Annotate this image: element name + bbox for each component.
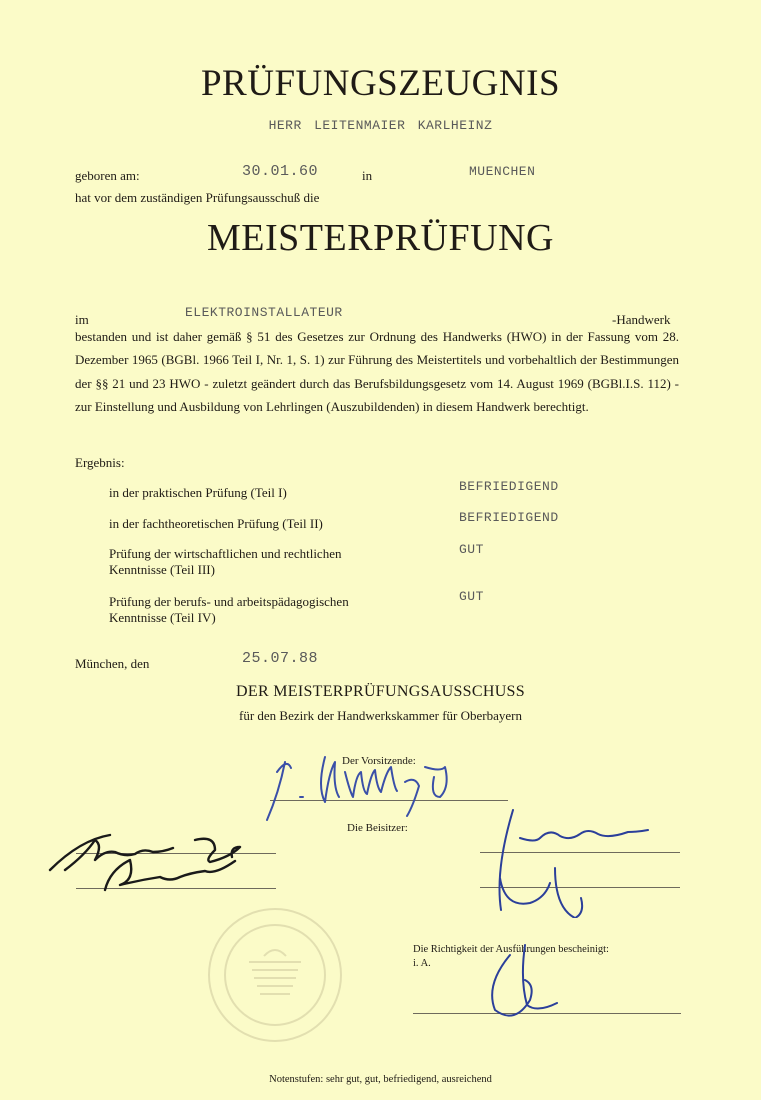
result-3-grade: GUT <box>459 542 484 557</box>
document-title: PRÜFUNGSZEUGNIS <box>200 63 561 104</box>
committee-title: DER MEISTERPRÜFUNGSAUSSCHUSS <box>236 683 525 700</box>
birth-date: 30.01.60 <box>242 163 319 180</box>
grade-scale-footer: Notenstufen: sehr gut, gut, befriedigend, ausreichend <box>269 1074 492 1085</box>
place-date-label: München, den <box>75 656 150 671</box>
result-3-label: Prüfung der wirtschaftlichen und rechtlichen <box>109 546 342 561</box>
birth-place: MUENCHEN <box>469 164 536 179</box>
intro-line: hat vor dem zuständigen Prüfungsausschuß die <box>75 190 320 205</box>
chair-signature <box>255 742 495 822</box>
candidate-name: HERR LEITENMAIER KARLHEINZ <box>268 118 493 133</box>
result-4-grade: GUT <box>459 589 484 604</box>
in-label: in <box>362 168 373 183</box>
result-2-grade: BEFRIEDIGEND <box>459 510 559 525</box>
assessor-signature-right <box>485 808 655 918</box>
born-label: geboren am: <box>75 168 140 183</box>
assessors-label: Die Beisitzer: <box>347 822 408 834</box>
issue-date: 25.07.88 <box>242 650 319 667</box>
chair-label: Der Vorsitzende: <box>342 755 416 767</box>
result-4-label: Prüfung der berufs- und arbeitspädagogischen <box>109 594 349 609</box>
result-4-label-2: Kenntnisse (Teil IV) <box>109 610 216 625</box>
im-label: im <box>75 312 89 327</box>
embossed-seal <box>204 904 346 1046</box>
assessor-signature-left <box>45 820 285 900</box>
exam-title: MEISTERPRÜFUNG <box>207 217 554 259</box>
result-2-label: in der fachtheoretischen Prüfung (Teil II) <box>109 516 323 531</box>
result-1-label: in der praktischen Prüfung (Teil I) <box>109 485 287 500</box>
result-label: Ergebnis: <box>75 455 125 470</box>
certify-signature <box>480 935 580 1025</box>
result-1-grade: BEFRIEDIGEND <box>459 479 559 494</box>
committee-subtitle: für den Bezirk der Handwerkskammer für Oberbayern <box>239 708 522 723</box>
trade-name: ELEKTROINSTALLATEUR <box>185 305 343 320</box>
certify-label: Die Richtigkeit der Ausführungen bescheinigt: <box>413 944 609 955</box>
result-3-label-2: Kenntnisse (Teil III) <box>109 562 215 577</box>
legal-paragraph: bestanden und ist daher gemäß § 51 des Gesetzes zur Ordnung des Handwerks (HWO) in der Fassung vom 28. Dezember 1965 (BGBl. 1966 Teil I, Nr. 1, S. 1) zur Führung des Meistertitels und vorbehaltlich der Bestimmungen der §§ 21 und 23 HWO - zuletzt geändert durch das Berufsbildungsgesetz vom 14. August 1969 (BGBl.I.S. 112) - zur Einstellung und Ausbildung von Lehrlingen (Auszubildenden) in diesem Handwerk berechtigt. <box>75 329 679 414</box>
handwerk-label: -Handwerk <box>612 312 671 327</box>
ia-label: i. A. <box>413 958 431 969</box>
